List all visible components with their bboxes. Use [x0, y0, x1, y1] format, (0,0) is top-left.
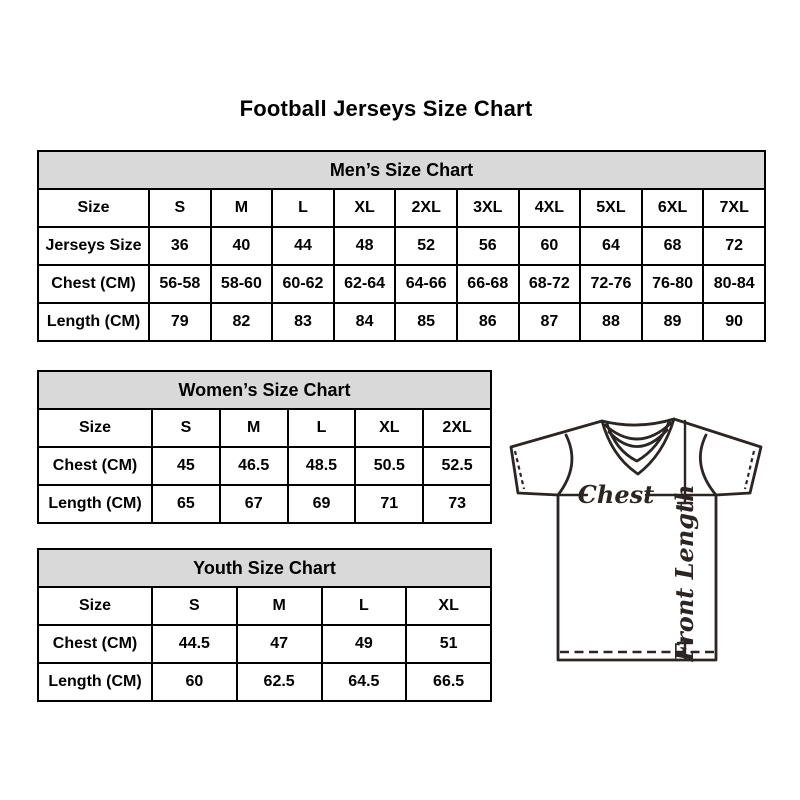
- table-cell: 89: [642, 303, 704, 341]
- row-label: Chest (CM): [38, 447, 152, 485]
- table-cell: 71: [355, 485, 423, 523]
- table-cell: 60-62: [272, 265, 334, 303]
- table-row: [38, 303, 765, 341]
- table-cell: 51: [406, 625, 491, 663]
- row-label: Chest (CM): [38, 625, 152, 663]
- table-cell: L: [288, 409, 356, 447]
- table-cell: 62-64: [334, 265, 396, 303]
- table-cell: S: [152, 587, 237, 625]
- table-cell: 36: [149, 227, 211, 265]
- table-cell: 72-76: [580, 265, 642, 303]
- row-label: Size: [38, 189, 149, 227]
- table-cell: M: [220, 409, 288, 447]
- table-cell: 69: [288, 485, 356, 523]
- chart-title: Men’s Size Chart: [38, 151, 765, 189]
- table-cell: 88: [580, 303, 642, 341]
- table-cell: 60: [152, 663, 237, 701]
- chest-label: Chest: [577, 480, 655, 509]
- row-label: Chest (CM): [38, 265, 149, 303]
- table-cell: M: [237, 587, 322, 625]
- table-cell: 52: [395, 227, 457, 265]
- row-label: Length (CM): [38, 485, 152, 523]
- table-cell: 58-60: [211, 265, 273, 303]
- table-cell: 44.5: [152, 625, 237, 663]
- table-row: [38, 189, 765, 227]
- table-cell: 80-84: [703, 265, 765, 303]
- table-cell: 84: [334, 303, 396, 341]
- chart-title-row: [38, 151, 765, 189]
- table-cell: 7XL: [703, 189, 765, 227]
- chart-title-row: [38, 371, 491, 409]
- table-cell: 85: [395, 303, 457, 341]
- table-cell: 56-58: [149, 265, 211, 303]
- mens-size-chart-table: [37, 150, 766, 342]
- front-length-label: Front Length: [670, 484, 699, 662]
- chart-title: Youth Size Chart: [38, 549, 491, 587]
- table-row: [38, 587, 491, 625]
- table-cell: 73: [423, 485, 491, 523]
- table-cell: 3XL: [457, 189, 519, 227]
- table-cell: 2XL: [395, 189, 457, 227]
- row-label: Size: [38, 409, 152, 447]
- table-cell: 62.5: [237, 663, 322, 701]
- table-cell: 66-68: [457, 265, 519, 303]
- jersey-collar-inner-v: [607, 422, 669, 461]
- row-label: Length (CM): [38, 663, 152, 701]
- table-cell: 4XL: [519, 189, 581, 227]
- table-cell: 60: [519, 227, 581, 265]
- table-cell: 44: [272, 227, 334, 265]
- table-cell: 48.5: [288, 447, 356, 485]
- jersey-left-armhole-seam: [558, 435, 572, 495]
- table-cell: L: [272, 189, 334, 227]
- table-cell: 67: [220, 485, 288, 523]
- table-cell: 82: [211, 303, 273, 341]
- table-cell: XL: [355, 409, 423, 447]
- chart-title: Women’s Size Chart: [38, 371, 491, 409]
- table-cell: 86: [457, 303, 519, 341]
- table-cell: 87: [519, 303, 581, 341]
- table-cell: 6XL: [642, 189, 704, 227]
- table-row: [38, 447, 491, 485]
- youth-size-chart-table: [37, 548, 492, 702]
- table-cell: 65: [152, 485, 220, 523]
- jersey-right-armhole-seam: [700, 435, 716, 495]
- jersey-outline: [511, 419, 761, 660]
- table-row: [38, 485, 491, 523]
- table-cell: 66.5: [406, 663, 491, 701]
- table-row: [38, 663, 491, 701]
- table-cell: 5XL: [580, 189, 642, 227]
- table-cell: 68: [642, 227, 704, 265]
- table-cell: 72: [703, 227, 765, 265]
- table-cell: 52.5: [423, 447, 491, 485]
- table-row: [38, 265, 765, 303]
- table-cell: L: [322, 587, 407, 625]
- table-row: [38, 409, 491, 447]
- table-cell: 64: [580, 227, 642, 265]
- table-cell: 45: [152, 447, 220, 485]
- table-cell: XL: [334, 189, 396, 227]
- table-cell: M: [211, 189, 273, 227]
- row-label: Size: [38, 587, 152, 625]
- table-cell: 2XL: [423, 409, 491, 447]
- table-cell: 40: [211, 227, 273, 265]
- table-cell: 79: [149, 303, 211, 341]
- jersey-measurement-diagram: [499, 409, 771, 671]
- table-cell: S: [152, 409, 220, 447]
- table-cell: 64.5: [322, 663, 407, 701]
- table-cell: S: [149, 189, 211, 227]
- table-cell: 64-66: [395, 265, 457, 303]
- table-cell: 49: [322, 625, 407, 663]
- chart-title-row: [38, 549, 491, 587]
- table-cell: 48: [334, 227, 396, 265]
- table-cell: 47: [237, 625, 322, 663]
- table-row: [38, 625, 491, 663]
- row-label: Jerseys Size: [38, 227, 149, 265]
- table-cell: 50.5: [355, 447, 423, 485]
- table-cell: XL: [406, 587, 491, 625]
- table-cell: 46.5: [220, 447, 288, 485]
- table-cell: 68-72: [519, 265, 581, 303]
- table-cell: 76-80: [642, 265, 704, 303]
- table-cell: 83: [272, 303, 334, 341]
- page-title: Football Jerseys Size Chart: [239, 96, 533, 121]
- row-label: Length (CM): [38, 303, 149, 341]
- jersey-diagram-svg: [499, 409, 771, 671]
- table-cell: 90: [703, 303, 765, 341]
- table-cell: 56: [457, 227, 519, 265]
- table-row: [38, 227, 765, 265]
- womens-size-chart-table: [37, 370, 492, 524]
